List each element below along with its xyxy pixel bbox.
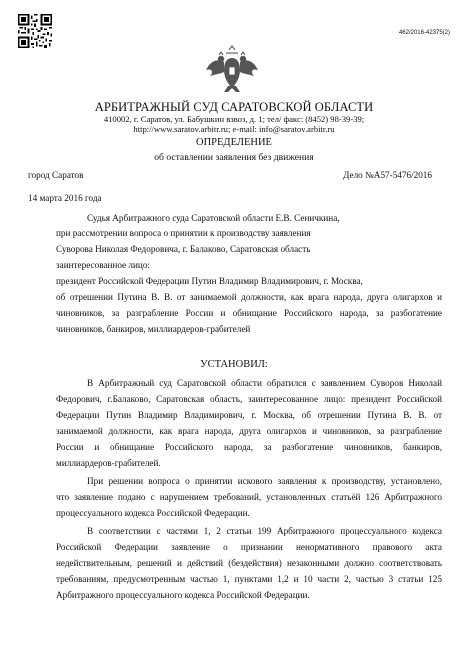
body-line: недействительным, решений и действий (бездействия) незаконными должно соответствовать [56, 558, 442, 568]
intro-line: об отрешении Путина В. В. от занимаемой должности, как врага народа, друга олигархов и [56, 292, 442, 302]
body-line: В соответствии с частями 1, 2 статьи 199 Арбитражного процессуального кодекса [87, 526, 442, 536]
body-line: России и обнищание Российского народа, за разбогатение чиновников, банкиров, [56, 442, 442, 452]
body-line: Российской Федерации заявление о признании ненормативного правового акта [56, 542, 442, 552]
body-line: требованиям, предусмотренным частью 1, пунктами 1,2 и 10 части 2, частью 3 статьи 125 [56, 574, 442, 584]
body-line: При решении вопроса о принятии искового заявления к производству, установлено, [87, 476, 442, 486]
intro-line: при рассмотрении вопроса о принятии к производству заявления [56, 228, 311, 238]
document-type: ОПРЕДЕЛЕНИЕ [196, 137, 272, 148]
intro-line: чиновников, банкиров, миллиардеров-грабителей [56, 324, 251, 334]
body-line: Арбитражного процессуального кодекса Российской Федерации. [56, 590, 310, 600]
established-heading: УСТАНОВИЛ: [200, 359, 268, 370]
court-address: 410002, г. Саратов, ул. Бабушкин взвоз, д. 1; тел/ факс: (8452) 98-39-39; [103, 114, 365, 124]
decision-date: 14 марта 2016 года [28, 193, 102, 203]
body-line: процессуального кодекса Российской Федерации. [56, 508, 250, 518]
qr-code-icon [18, 14, 52, 48]
intro-line: заинтересованное лицо: [56, 260, 150, 270]
intro-line: чиновников, за разграбление России и обнищание Российского народа, за разбогатение [56, 308, 442, 318]
intro-line: Судья Арбитражного суда Саратовской области Е.В. Сеничкина, [87, 213, 340, 223]
city: город Саратов [28, 170, 84, 180]
court-contacts: http://www.saratov.arbitr.ru; e-mail: info@saratov.arbitr.ru [133, 124, 335, 134]
document-number: 462/2016-42375(2) [398, 30, 450, 36]
body-line: В Арбитражный суд Саратовской области обратился с заявлением Суворов Николай [87, 378, 442, 388]
coat-of-arms-icon [202, 44, 262, 94]
document-subject: об оставлении заявления без движения [154, 152, 314, 163]
body-line: Федерации Путин Владимир Владимирович, г. Москва, об отрешении Путина В. В. от [56, 410, 442, 420]
case-number: Дело №А57-5476/2016 [343, 170, 432, 180]
intro-line: Суворова Николая Федоровича, г. Балаково, Саратовская область [56, 244, 311, 254]
body-line: что заявление подано с нарушением требований, установленных статьёй 126 Арбитражного [56, 492, 442, 502]
court-name: АРБИТРАЖНЫЙ СУД САРАТОВСКОЙ ОБЛАСТИ [94, 100, 374, 114]
body-line: Федорович, г.Балаково, Саратовская область, заинтересованное лицо: президент Российской [56, 394, 442, 404]
body-line: миллиардеров-грабителей. [56, 458, 161, 468]
intro-line: президент Российской Федерации Путин Владимир Владимирович, г. Москва, [56, 276, 363, 286]
body-line: занимаемой должности, как врага народа, друга олигархов и чиновников, за разграбление [56, 426, 442, 436]
